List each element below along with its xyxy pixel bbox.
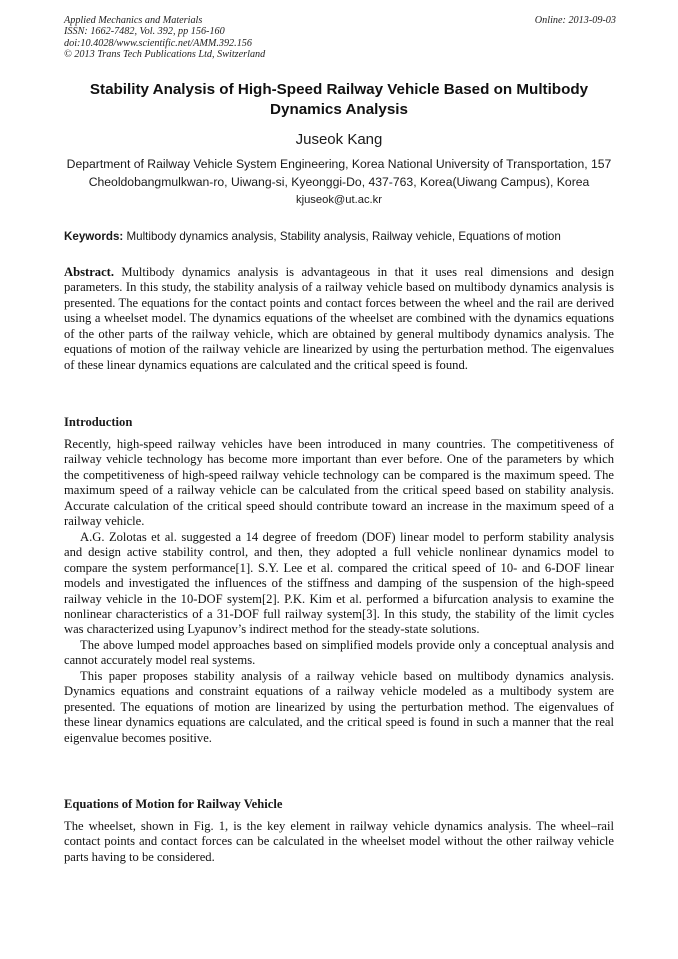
author-email: kjuseok@ut.ac.kr [296,194,382,206]
paragraph: The wheelset, shown in Fig. 1, is the key element in railway vehicle dynamics analysis. The wheel–rail contact points and contact forces can be calculated in the wheelset model without the other railway vehicle parts having to be considered. [64,819,614,864]
abstract-label: Abstract. [64,265,115,279]
copyright-line: © 2013 Trans Tech Publications Ltd, Switzerland [64,49,266,61]
author-affiliation: Department of Railway Vehicle System Engineering, Korea National University of Transportation, 157 Cheoldobangmulkwan-ro, Uiwang-si, Kyeonggi-Do, 437-763, Korea(Uiwang Campus), Korea [66,157,612,189]
keywords-text: Multibody dynamics analysis, Stability analysis, Railway vehicle, Equations of motion [123,230,561,243]
paragraph: Recently, high-speed railway vehicles have been introduced in many countries. The competitiveness of railway vehicle technology has become more important than ever before. One of the parameters by which the competitiveness of high-speed railway vehicle technology can be compared is the maximum speed. The maximum speed of a railway vehicle can be calculated from the critical speed based on stability analysis. Accurate calculation of the critical speed should contribute toward an increase in the maximum speed of a railway vehicle. [64,437,614,529]
abstract [64,265,614,373]
doi-line: doi:10.4028/www.scientific.net/AMM.392.156 [64,37,252,49]
equations-body [64,819,614,865]
introduction-body [64,437,614,746]
issn-line: ISSN: 1662-7482, Vol. 392, pp 156-160 [64,26,225,38]
journal-header [64,15,616,61]
paragraph: The above lumped model approaches based on simplified models provide only a conceptual analysis and cannot accurately model real systems. [64,637,614,668]
paragraph: A.G. Zolotas et al. suggested a 14 degree of freedom (DOF) linear model to perform stability analysis and design active stability control, and then, they adopted a full vehicle nonlinear dynamics model to compare the system performance[1]. S.Y. Lee et al. compared the critical speed of 10- and 6-DOF linear models and investigated the influences of the stiffness and damping of the suspension of the high-speed railway vehicle in the 10-DOF system[2]. P.K. Kim et al. performed a bifurcation analysis to examine the nonlinear characteristics of a 31-DOF full railway system[3]. In this study, the stability of the limit cycles was characterized using Lyapunov’s indirect method for the steady-state solutions. [64,529,614,637]
introduction-heading: Introduction [64,415,133,429]
author-name: Juseok Kang [295,131,383,148]
equations-heading: Equations of Motion for Railway Vehicle [64,797,283,811]
online-date: Online: 2013-09-03 [534,15,616,26]
paper-title: Stability Analysis of High-Speed Railway Vehicle Based on Multibody Dynamics Analysis [89,81,589,118]
abstract-text: Multibody dynamics analysis is advantageous in that it uses real dimensions and design parameters. In this study, the stability analysis of a railway vehicle based on multibody dynamics analysis is presented. The equations for the contact points and contact forces between the wheel and the rail are derived using a wheelset model. The dynamics equations of the wheelset are combined with the dynamics equations of the other parts of the railway vehicle, which are obtained by general multibody dynamics analysis. The equations of motion of the railway vehicle are linearized by using the perturbation method. The eigenvalues of these linear dynamics equations are calculated and the critical speed is found. [64,265,614,372]
paragraph: This paper proposes stability analysis of a railway vehicle based on multibody dynamics analysis. Dynamics equations and constraint equations of a railway vehicle modeled as a multibody system are presented. The equations of motion are linearized by using the perturbation method. The eigenvalues of these linear dynamics equations are calculated, and the critical speed is found in such a manner that the real eigenvalue becomes positive. [64,668,614,745]
keywords-label: Keywords: [64,230,124,243]
journal-name: Applied Mechanics and Materials [64,15,203,26]
keywords [64,229,624,244]
